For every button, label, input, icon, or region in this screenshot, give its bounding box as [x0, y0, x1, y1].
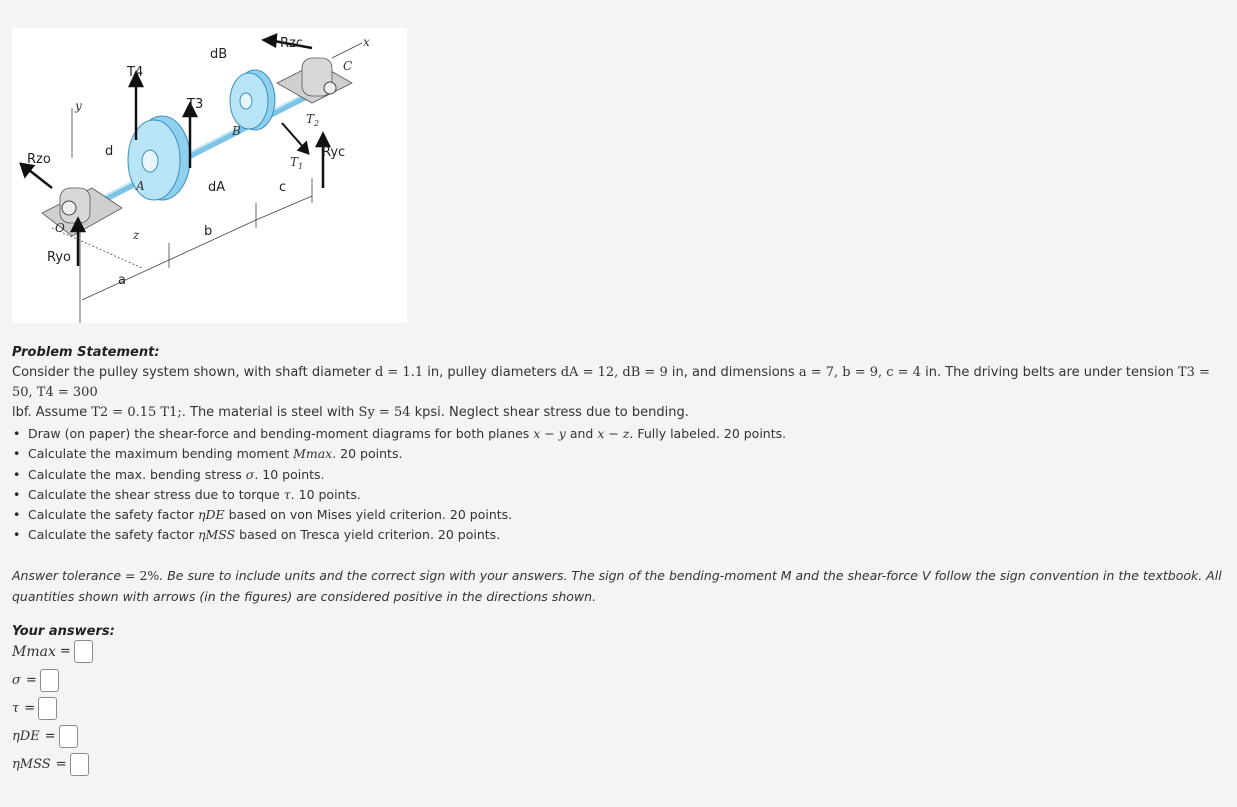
- dimensions-value: a = 7, b = 9, c = 4: [798, 365, 921, 380]
- tolerance-text: . Be sure to include units and the correct sign with your answers. The sign of the bending-moment M and the shear-force V follow the sign convention in the textbook. All quantities shown with arrows (in the figures) are considered positive in the directions shown.: [12, 568, 1222, 604]
- task-symbol: ηDE: [197, 507, 225, 523]
- task-text: Draw (on paper) the shear-force and bending-moment diagrams for both planes: [28, 426, 534, 441]
- task-symbol: Mmax: [293, 446, 333, 462]
- task-text: Calculate the maximum bending moment: [28, 446, 294, 462]
- label-t3: T3: [187, 97, 204, 112]
- tau-label: τ: [12, 701, 20, 716]
- task-text: . 10 points.: [254, 466, 325, 482]
- shaft-diameter-value: d = 1.1: [374, 365, 424, 380]
- problem-text-part: lbf. Assume: [12, 405, 92, 420]
- list-item: [12, 424, 786, 444]
- answers-heading: Your answers:: [12, 624, 115, 639]
- problem-heading: Problem Statement:: [12, 345, 160, 360]
- task-text: Calculate the shear stress due to torque: [28, 486, 284, 502]
- label-c-dim: c: [279, 180, 287, 195]
- answer-row-etade: [12, 725, 78, 748]
- label-z-axis: z: [133, 228, 140, 242]
- label-o-origin: O: [55, 221, 65, 235]
- task-text: . Fully labeled. 20 points.: [629, 426, 787, 441]
- equals-sign: =: [24, 701, 36, 716]
- list-item: [12, 485, 786, 505]
- problem-text-part: in, pulley diameters: [423, 365, 561, 380]
- label-db: dB: [210, 47, 228, 62]
- pulley-diameters-value: dA = 12, dB = 9: [560, 365, 668, 380]
- answer-row-tau: [12, 697, 57, 720]
- task-list: [12, 424, 786, 546]
- problem-text-part: in. The driving belts are under tension: [920, 365, 1178, 380]
- mmax-input[interactable]: [74, 640, 93, 663]
- task-symbol: σ: [245, 466, 255, 482]
- label-ryc: Ryc: [322, 145, 346, 160]
- tolerance-note: [12, 565, 1227, 607]
- list-item: [12, 525, 786, 545]
- task-text: and: [565, 426, 598, 441]
- label-t4: T4: [127, 65, 144, 80]
- problem-text-part: in, and dimensions: [667, 365, 799, 380]
- etade-input[interactable]: [59, 725, 78, 748]
- label-d: d: [105, 144, 114, 159]
- task-text: based on von Mises yield criterion. 20 points.: [224, 507, 513, 523]
- label-t1: $T_1$: [290, 155, 304, 171]
- sigma-label: σ: [12, 673, 21, 688]
- label-b-dim: b: [204, 224, 213, 239]
- yield-strength-value: Sy = 54: [358, 405, 411, 420]
- answer-row-etamss: [12, 753, 89, 776]
- problem-text-part: kpsi. Neglect shear stress due to bending.: [410, 405, 689, 420]
- label-a-dim: a: [118, 273, 126, 288]
- task-symbol: x − z: [597, 426, 630, 441]
- sigma-input[interactable]: [40, 669, 59, 692]
- label-a-pulley: A: [136, 179, 145, 193]
- pulley-system-figure: [12, 28, 407, 323]
- task-text: Calculate the max. bending stress: [28, 466, 246, 482]
- task-text: based on Tresca yield criterion. 20 points.: [235, 527, 501, 543]
- task-text: . 20 points.: [332, 446, 403, 462]
- answer-row-sigma: [12, 669, 59, 692]
- label-c-bearing: C: [343, 59, 353, 73]
- task-text: Calculate the safety factor: [28, 507, 198, 523]
- tolerance-value: 2%: [139, 568, 160, 583]
- label-rzo: Rzo: [27, 152, 51, 167]
- task-text: . 10 points.: [290, 486, 361, 502]
- task-symbol: x − y: [533, 426, 566, 441]
- problem-text-part: . The material is steel with: [181, 405, 359, 420]
- problem-statement: [12, 343, 1227, 423]
- task-symbol: ηMSS: [197, 527, 236, 543]
- list-item: [12, 444, 786, 464]
- list-item: [12, 505, 786, 525]
- mmax-label: Mmax: [12, 643, 56, 660]
- equals-sign: =: [59, 644, 71, 659]
- t2-relation: T2 = 0.15 T1;: [91, 405, 182, 420]
- label-ryo: Ryo: [47, 250, 71, 265]
- tolerance-text: Answer tolerance =: [12, 568, 140, 583]
- tau-input[interactable]: [38, 697, 57, 720]
- pulley-b: [230, 70, 275, 130]
- label-t2: $T_2$: [306, 112, 320, 128]
- equals-sign: =: [55, 757, 67, 772]
- bearing-c: [277, 58, 352, 103]
- equals-sign: =: [25, 673, 37, 688]
- list-item: [12, 465, 786, 485]
- etamss-label: ηMSS: [12, 757, 51, 772]
- task-text: Calculate the safety factor: [28, 527, 198, 543]
- equals-sign: =: [44, 729, 56, 744]
- problem-text-part: Consider the pulley system shown, with shaft diameter: [12, 365, 375, 380]
- answer-row-mmax: [12, 640, 93, 663]
- label-rzc: Rzc: [280, 36, 304, 51]
- label-b-pulley: B: [232, 124, 241, 138]
- problem-text: [12, 363, 1227, 423]
- etamss-input[interactable]: [70, 753, 89, 776]
- pulley-diagram: [12, 28, 407, 323]
- etade-label: ηDE: [12, 729, 40, 744]
- task-symbol: τ: [283, 486, 291, 502]
- label-da: dA: [208, 180, 226, 195]
- tension-value: T3 = 50, T4 = 300: [12, 365, 1210, 400]
- label-y-axis: y: [75, 99, 82, 113]
- label-x-axis: x: [363, 35, 370, 49]
